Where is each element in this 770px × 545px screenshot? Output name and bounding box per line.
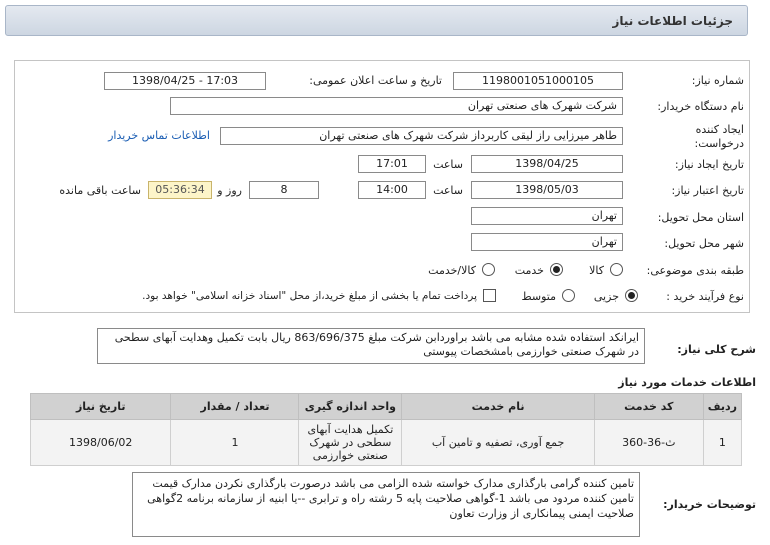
category-goods-radio[interactable] [610,263,623,276]
description-box: ایرانکد استفاده شده مشابه می باشد براوردابن شرکت مبلغ 863/696/375 ریال بابت تکمیل وهدایت آبهای سطحی در شهرک صنعتی خوارزمی بامشخصات پیوستی [97,328,645,364]
col-unit-header: واحد اندازه گیری [299,394,402,420]
treasury-bonds-note: پرداخت تمام یا بخشی از مبلغ خرید،از محل "اسناد خزانه اسلامی" خواهد بود. [142,290,477,302]
buyer-notes-label: توضیحات خریدار: [663,498,756,511]
create-time-field: 17:01 [358,155,426,173]
validity-date-field: 1398/05/03 [471,181,623,199]
services-table [30,393,742,466]
service-code-cell: ث-36-360 [594,420,703,466]
city-label: شهر محل تحویل: [664,237,744,250]
creator-label-2: درخواست: [694,137,744,150]
process-minor-label: جزیی [593,290,619,303]
city-field: تهران [471,233,623,251]
col-row-header: ردیف [703,394,741,420]
services-section-title: اطلاعات خدمات مورد نیاز [618,376,756,389]
category-service-radio[interactable] [550,263,563,276]
process-type-label: نوع فرآیند خرید : [666,290,744,303]
remaining-time-field: 05:36:34 [148,181,212,199]
buyer-notes-box: تامین کننده گرامی بارگذاری مدارک خواسته شده الزامی می باشد درصورت بارگذاری نکردن مدارک قیمت تامین کننده مردود می باشد 1-گواهی صلاحیت پایه 5 رشته راه و ترابری --یا ابنیه از سازمانه برنامه 2گواهی صلاحیت ایمنی پیمانکاری از وزارت تعاون [132,472,640,537]
page-title: جزئیات اطلاعات نیاز [612,14,733,28]
category-goods-service-label: کالا/خدمت [428,264,476,277]
category-goods-service-radio[interactable] [482,263,495,276]
create-date-label: تاریخ ایجاد نیاز: [674,158,744,171]
buyer-org-field: شرکت شهرک های صنعتی تهران [170,97,623,115]
province-label: استان محل تحویل: [657,211,744,224]
page-header [5,5,748,36]
quantity-cell: 1 [171,420,299,466]
days-label: روز و [217,184,242,197]
description-label: شرح کلی نیاز: [677,343,756,356]
services-table-header [31,394,742,420]
service-name-cell: جمع آوری، تصفیه و تامین آب [402,420,595,466]
category-goods-label: کالا [589,264,604,277]
category-label: طبقه بندی موضوعی: [646,264,744,277]
creator-field: طاهر میرزایی راز لیقی کاربرداز شرکت شهرک های صنعتی تهران [220,127,623,145]
need-number-field: 1198001051000105 [453,72,623,90]
remaining-label: ساعت باقی مانده [59,184,141,197]
creator-label-1: ایجاد کننده [695,123,744,136]
process-minor-radio[interactable] [625,289,638,302]
treasury-bonds-checkbox[interactable] [483,289,496,302]
col-name-header: نام خدمت [402,394,595,420]
validity-time-field: 14:00 [358,181,426,199]
category-service-label: خدمت [514,264,544,277]
row-number-cell: 1 [703,420,741,466]
unit-cell: تکمیل هدایت آبهای سطحی در شهرک صنعتی خوارزمی [299,420,402,466]
need-number-label: شماره نیاز: [691,74,744,87]
announce-date-label: تاریخ و ساعت اعلان عمومی: [309,74,442,87]
contact-buyer-link[interactable]: اطلاعات تماس خریدار [108,129,210,142]
col-code-header: کد خدمت [594,394,703,420]
process-medium-radio[interactable] [562,289,575,302]
days-field: 8 [249,181,319,199]
col-date-header: تاریخ نیاز [31,394,171,420]
process-medium-label: متوسط [521,290,556,303]
validity-time-label: ساعت [433,184,463,197]
create-time-label: ساعت [433,158,463,171]
validity-date-label: تاریخ اعتبار نیاز: [671,184,744,197]
announce-date-field: 1398/04/25 - 17:03 [104,72,266,90]
buyer-org-label: نام دستگاه خریدار: [657,100,744,113]
need-date-cell: 1398/06/02 [31,420,171,466]
create-date-field: 1398/04/25 [471,155,623,173]
table-row [31,420,742,466]
col-qty-header: تعداد / مقدار [171,394,299,420]
province-field: تهران [471,207,623,225]
